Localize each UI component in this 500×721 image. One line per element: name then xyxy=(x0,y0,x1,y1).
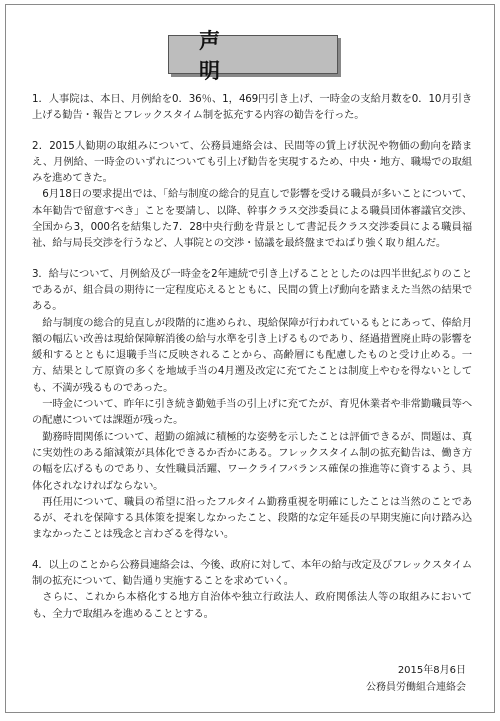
section-4-text-1: 以上のことから公務員連絡会は、今後、政府に対して、本年の給与改定及びフレックスタイム制の拡充について、勧告通り実施することを求めていく。 xyxy=(32,558,472,588)
section-2-number: 2． xyxy=(32,139,50,152)
section-2-text-1: 2015人勧期の取組みについて、公務員連絡会は、民間等の賃上げ状況や物価の動向を踏まえ、月例給、一時金のいずれについても引上げ勧告を実現するため、中央・地方、職場での取組みを進めてきた。 xyxy=(32,139,472,185)
section-1-paragraph-1 xyxy=(32,91,472,124)
section-4-paragraph-2: さらに、これから本格化する地方自治体や独立行政法人、政府関係法人等の取組みにおいても、全力で取組みを進めることとする。 xyxy=(32,591,472,620)
section-1-number: 1． xyxy=(32,93,49,105)
section-3-paragraph-4: 勤務時間関係について、超勤の縮減に積極的な姿勢を示したことは評価できるが、問題は、真に実効性のある縮減策が具体化できるか否かにある。フレックスタイム制の拡充勧告は、働き方の幅を広げるものであり、女性職員活躍、ワークライフバランス確保の推進等に資するよう、具体化されなければならない。 xyxy=(32,430,472,492)
page-title: 声 明 xyxy=(199,27,301,83)
section-3 xyxy=(32,266,472,543)
section-3-paragraph-5: 再任用について、職員の希望に沿ったフルタイム勤務重視を明確にしたことは当然のことであるが、それを保障する具体策を提案しなかったこと、段階的な定年延長の早期実施に向け踏み込まなかったことは残念と言わざるを得ない。 xyxy=(32,495,472,541)
section-3-number: 3． xyxy=(32,267,49,280)
statement-page xyxy=(5,4,495,713)
organization-name: 公務員労働組合連絡会 xyxy=(366,682,466,693)
section-4-number: 4． xyxy=(32,558,49,571)
statement-date: 2015年8月6日 xyxy=(397,665,466,676)
section-3-text-1: 給与について、月例給及び一時金を2年連続で引き上げることとしたのは四半世紀ぶりのことであるが、組合員の期待に一定程度応えるとともに、民間の賃上げ動向を踏まえた当然の結果である。 xyxy=(32,267,472,313)
section-1-text: 人事院は、本日、月例給を0．36％、1，469円引き上げ、一時金の支給月数を0．10月引き上げる勧告・報告とフレックスタイム制を拡充する内容の勧告を行った。 xyxy=(32,93,472,122)
section-1 xyxy=(32,91,472,124)
section-2 xyxy=(32,138,472,252)
section-3-paragraph-3: 一時金について、昨年に引き続き勤勉手当の引上げに充てたが、育児休業者や非常勤職員等への配慮については課題が残った。 xyxy=(32,398,472,427)
title-box xyxy=(168,27,338,83)
section-3-paragraph-2: 給与制度の総合的見直しが段階的に進められ、現給保障が行われているもとにあって、俸給月額の幅広い改善は現給保障解消後の給与水準を引き上げるものであり、経過措置廃止時の影響を緩和するとともに退職手当に反映されることから、高齢層にも配慮したものと受け止める。一方、結果として原資の多くを地域手当の4月遡及改定に充てたことは制度上やむを得ないとしても、不満が残るものであった。 xyxy=(32,316,472,394)
statement-body xyxy=(32,91,472,636)
closing-block xyxy=(366,662,466,696)
section-4 xyxy=(32,557,472,622)
section-4-paragraph-1 xyxy=(32,557,472,590)
section-2-paragraph-1 xyxy=(32,138,472,187)
section-3-paragraph-1 xyxy=(32,266,472,315)
section-2-paragraph-2: 6月18日の要求提出では、「給与制度の総合的見直しで影響を受ける職員が多いことについて、本年勧告で留意すべき」ことを要請し、以降、幹事クラス交渉委員による職員団体審議官交渉、全国から3，000名を結集した7．28中央行動を背景として書記長クラス交渉委員による職員福祉、給与局長交渉を行うなど、人事院との交渉・協議を最終盤までねばり強く取り組んだ。 xyxy=(32,188,472,250)
